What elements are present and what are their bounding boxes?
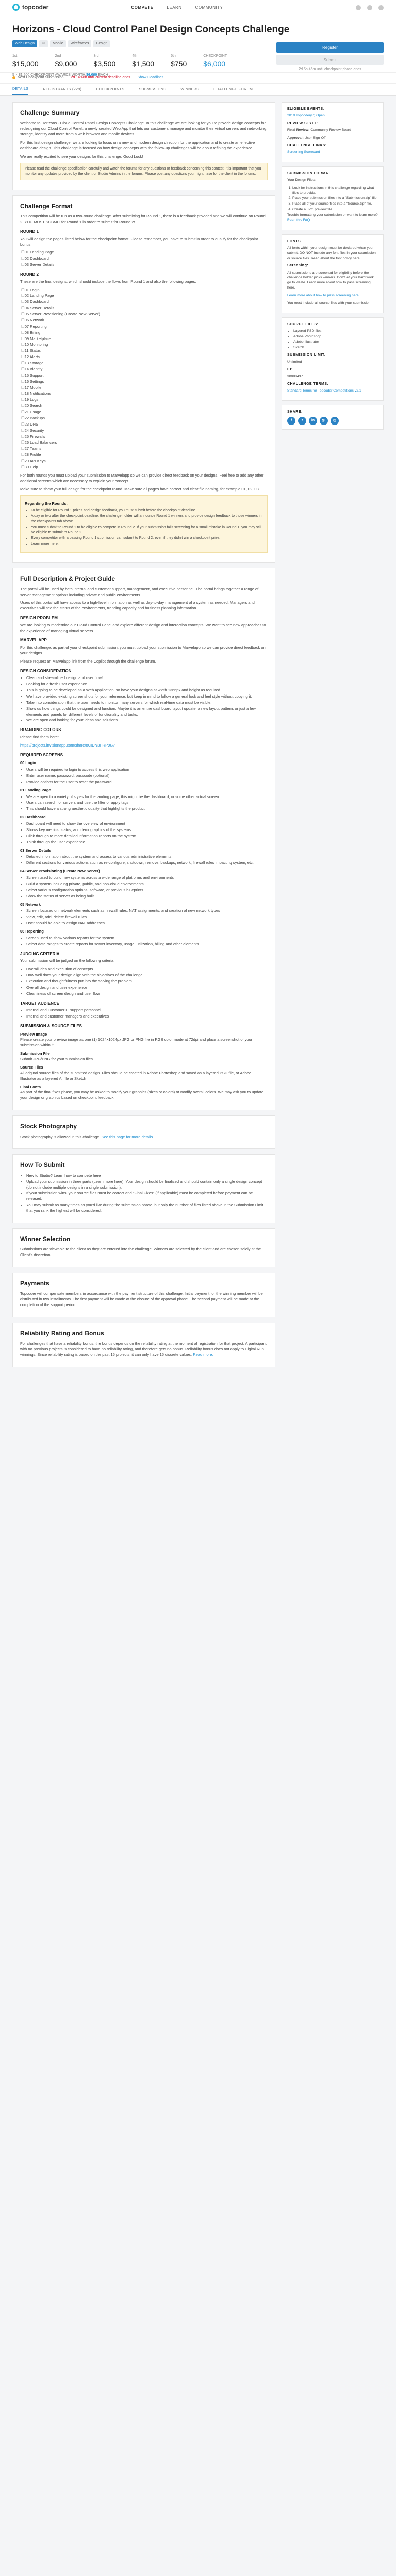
paragraph: Welcome to Horizons - Cloud Control Panel Design Concepts Challenge. In this challenge we are looking for you to provide design concepts for redesigning our Cloud Control Panel, a newly created Web App that lets our customers manage and monitor their virtual servers and networking, storage, identity and more from a web browser and mobile devices. <box>20 121 268 137</box>
screen-title: 02 Dashboard <box>20 815 46 820</box>
list-item: • This is going to be developed as a Web Application, so have your designs at width 1366px and height as required. <box>26 688 268 693</box>
section-heading: Stock Photography <box>20 1123 77 1130</box>
read-more-link[interactable]: Read more. <box>193 1352 213 1358</box>
sidebar-heading: FONTS <box>287 239 301 243</box>
list-item: • Internal and customer managers and executives <box>26 1014 268 1020</box>
list-item: ☐ 25 Firewalls <box>21 434 268 440</box>
summary-section <box>12 102 275 190</box>
list-item: • Execution and thoughtfulness put into the solving the problem <box>26 979 268 985</box>
paragraph <box>20 1341 268 1358</box>
notification-icon[interactable] <box>367 5 372 10</box>
tab-winners[interactable]: WINNERS <box>180 87 200 91</box>
prize-5th <box>171 54 187 69</box>
submit-button[interactable]: Submit <box>276 55 384 65</box>
list-item: • Upload your submission in three parts (Learn more here). Your design should be finalized and should contain only a single design concept (do not include multiple designs in a single submission). <box>26 1179 268 1191</box>
list-item: • Every competitor with a passing Round 1 submission can submit to Round 2, even if they didn't win a checkpoint prize. <box>31 536 263 541</box>
nav-link-learn[interactable]: LEARN <box>167 5 182 10</box>
sidebar-heading: REVIEW STYLE: <box>287 121 319 125</box>
sidebar-heading: SUBMISSION LIMIT: <box>287 353 326 358</box>
section-heading: How To Submit <box>20 1161 65 1169</box>
screening-link[interactable]: Learn more about how to pass screening here. <box>287 293 360 297</box>
list-item: • You must submit to Round 1 to be eligible to compete in Round 2. If your submission fails screening for a small mistake in Round 1, you may still be eligible to submit to Round 2. <box>31 525 263 535</box>
list-item: • Internal and Customer IT support personnel <box>26 1008 268 1013</box>
screen-title: 01 Landing Page <box>20 787 51 792</box>
challenge-id-value: 30088437 <box>287 375 303 379</box>
submission-format-list <box>292 185 378 212</box>
list-item: ☐ 27 Teams <box>21 446 268 452</box>
paragraph: Users of this portal will have access to a high-level information as well as day-to-day management of a system as needed. Managers and executives will see the status of the environments, trending capacity and business planning information. <box>20 600 255 611</box>
nav-link-compete[interactable]: COMPETE <box>131 5 154 10</box>
source-files-list <box>293 329 378 350</box>
list-item: • We are open to a variety of styles for the landing page, this might be the dashboard, or some other actual screen. <box>26 794 268 800</box>
faq-link[interactable]: Read this FAQ. <box>287 218 311 222</box>
list-item: ☐ 20 Search <box>21 403 268 409</box>
paragraph: Please find them here: <box>20 734 59 739</box>
prize-label: 1st <box>12 54 18 58</box>
list-item: 3. Place all of your source files into a "Source.zip" file. <box>292 201 378 207</box>
list-item: ☐ 14 Identity <box>21 367 268 372</box>
screen-requirements <box>26 854 268 866</box>
section-heading: Reliability Rating and Bonus <box>20 1330 104 1337</box>
sidebar <box>282 102 384 1372</box>
final-fonts-title: Final Fonts <box>20 1084 41 1089</box>
subheading: DESIGN PROBLEM <box>20 616 58 621</box>
list-item: • Screen focused on network elements such as firewall rules, NAT assignments, and creation of new network types <box>26 908 268 914</box>
list-item: 1. Look for instructions in this challenge regarding what files to provide. <box>292 185 378 196</box>
list-item: ☐ 03 Dashboard <box>21 299 268 305</box>
prize-4th <box>132 54 154 69</box>
list-item: • Screen used to build new systems across a wide range of platforms and environments <box>26 875 268 881</box>
subheading: JUDGING CRITERIA <box>20 951 60 956</box>
checkpoint-note-value: $6,000 <box>86 73 97 77</box>
prize-value: $6,000 <box>203 59 226 68</box>
list-item: • Select various configuration options, software, or previous blueprints <box>26 888 268 893</box>
paragraph: Submit JPG/PNG for your submission files. <box>20 1057 94 1061</box>
paragraph: For this first design challenge, we are looking to focus on a new and modern design direction for the application and to create an effective dashboard design. This challenge is focused on how design concepts with the follow-up challenges will be about refining the experience. <box>20 140 255 150</box>
sidebar-heading: Screening: <box>287 264 309 268</box>
list-item: ☐ 15 Support <box>21 373 268 379</box>
branding-link[interactable]: https://projects.invisionapp.com/share/8CIDN3HRP9G7 <box>20 742 116 748</box>
checkpoint-note <box>12 73 384 78</box>
list-item: • Looking for a fresh user experience. <box>26 682 268 687</box>
tag[interactable]: Mobile <box>50 40 66 47</box>
list-item: • Sketch <box>293 345 378 350</box>
section-heading: Payments <box>20 1280 50 1287</box>
list-item: • Users can search for servers and use the filter or apply tags. <box>26 800 268 806</box>
tab-registrants[interactable]: REGISTRANTS (229) <box>43 87 82 91</box>
checkpoint-note-prefix: 5 × $1,200 <box>12 73 30 77</box>
screen-title: 04 Server Provisioning (Create New Server) <box>20 869 100 874</box>
list-item: 2. Place your submission files into a "Submission.zip" file. <box>292 196 378 201</box>
paragraph: Please create your preview image as one (1) 1024x1024px JPG or PNG file in RGB color mode at 72dpi and place a screenshot of your submission within it. <box>20 1037 253 1048</box>
subheading: SUBMISSION & SOURCE FILES <box>20 1023 82 1028</box>
show-deadlines-link[interactable]: Show Deadlines <box>137 76 164 80</box>
challenge-header <box>0 15 396 77</box>
prize-value: $750 <box>171 59 187 68</box>
sidebar-text: Your Design Files: <box>287 178 316 182</box>
review-final-label: Final Review: <box>287 128 310 132</box>
nav-icons <box>356 5 384 10</box>
paragraph: The portal will be used by both internal and customer support, management, and executive personnel. The portal brings together a range of server management options including private and public environments. <box>20 586 259 597</box>
phase-value: 2d 14:46h until current deadline ends <box>71 76 130 80</box>
linkedin-icon[interactable]: in <box>309 417 317 425</box>
list-item: • How well does your design align with the objectives of the challenge <box>26 973 268 978</box>
screen-title: 06 Reporting <box>20 929 44 934</box>
list-item: • Click through to more detailed information reports on the system <box>26 834 268 839</box>
sidebar-heading: SHARE: <box>287 410 303 414</box>
audience-list <box>26 1008 268 1020</box>
phase-label: Next Checkpoint Submission <box>18 76 64 80</box>
sidebar-submission-format <box>282 166 384 230</box>
review-approval-value: User Sign-Off <box>304 135 326 140</box>
prize-value: $3,500 <box>93 59 116 68</box>
list-item: • Overall idea and execution of concepts <box>26 967 268 972</box>
list-item: • Screen used to show various reports for the system <box>26 936 268 941</box>
list-item: ☐ 01 Landing Page <box>21 250 268 256</box>
prize-label: 3rd <box>93 54 99 58</box>
sidebar-source-files <box>282 317 384 401</box>
review-approval <box>287 135 378 141</box>
screen-requirements <box>26 794 268 812</box>
section-heading: Challenge Format <box>20 202 73 210</box>
list-item: ☐ 17 Mobile <box>21 385 268 391</box>
trouble-text: Trouble formatting your submission or want to learn more? <box>287 213 378 217</box>
main-area <box>0 96 396 1372</box>
list-item: ☐ 09 Marketplace <box>21 336 268 342</box>
email-icon[interactable]: @ <box>331 417 339 425</box>
list-item: • We have provided existing screenshots for your reference, but keep in mind to follow a general look and feel style without copying it. <box>26 694 268 700</box>
list-item: • View, edit, add, delete firewall rules <box>26 914 268 920</box>
list-item: ☐ 29 API Keys <box>21 459 268 464</box>
sidebar-eligible-events <box>282 102 384 162</box>
reliability-text: For challenges that have a reliability bonus, the bonus depends on the reliability rating at the moment of registration for that project. A participant with no previous projects is considered to have no reliability rating, and therefore gets no bonus. Reliability bonus does not apply to Digital Run winnings. Since reliability rating is based on the past 15 projects, it can only have 15 discrete values. <box>20 1341 267 1358</box>
preview-title: Preview Image <box>20 1031 47 1037</box>
content-column <box>12 102 275 1372</box>
list-item: • Detailed information about the system and access to various administrative elements <box>26 854 268 860</box>
sidebar-text <box>287 213 378 223</box>
list-item: • Learn more here. <box>31 541 263 547</box>
list-item: ☐ 03 Server Details <box>21 262 268 268</box>
screen-requirements <box>26 936 268 947</box>
list-item: • Show the status of server as being built <box>26 894 268 900</box>
register-box <box>276 42 384 72</box>
tag[interactable]: Design <box>93 40 110 47</box>
sidebar-text: All fonts within your design must be declared when you submit. DO NOT include any font files in your submission or source files. Read about the font policy here. <box>287 246 376 260</box>
screen-title: 00 Login <box>20 760 36 766</box>
list-item: • You may submit as many times as you'd like during the submission phase, but only the number of files listed above in the Submission Limit that you rank the highest will be considered. <box>26 1202 268 1214</box>
subheading: DESIGN CONSIDERATION <box>20 668 72 673</box>
prize-3rd <box>93 54 116 69</box>
section-heading: Winner Selection <box>20 1235 71 1243</box>
sidebar-heading: ELIGIBLE EVENTS: <box>287 107 325 111</box>
list-item: • Shows key metrics, status, and demographics of the systems <box>26 827 268 833</box>
review-final-value: Community Review Board <box>310 128 351 132</box>
list-item: ☐ 28 Profile <box>21 452 268 458</box>
sidebar-heading: CHALLENGE LINKS: <box>287 143 327 147</box>
notice-text: Please read the challenge specification carefully and watch the forums for any questions or feedback concerning this contest. It is important that you monitor any updates provided by the client or Studio Admins in the forums. Please post any questions you might have for the client in the forums. <box>25 166 261 176</box>
paragraph: All original source files of the submitted design. Files should be created in Adobe Photoshop and saved as a layered PSD file, or Adobe Illustrator as a layered AI file or Sketch <box>20 1070 252 1081</box>
user-icon[interactable] <box>378 5 384 10</box>
review-final <box>287 128 378 133</box>
judging-list <box>26 967 268 996</box>
paragraph: As part of the final fixes phase, you may be asked to modify your graphics (sizes or colors) or modify overall colors. We may ask you to update your design or graphics based on checkpoint feedback. <box>20 1090 264 1100</box>
section-heading: Full Description & Project Guide <box>20 575 116 583</box>
paragraph: For this challenge, as part of your checkpoint submission, you must upload your submission to Marvelapp so we can provide direct feedback on your designs. <box>20 645 266 655</box>
logo-text: topcoder <box>22 3 49 11</box>
nav-links <box>131 5 223 11</box>
list-item: • Select date ranges to create reports for server inventory, usage, utilization, billing and other elements <box>26 942 268 947</box>
list-item: ☐ 26 Load Balancers <box>21 440 268 446</box>
sidebar-heading: ID: <box>287 368 293 372</box>
reliability-section <box>12 1323 275 1367</box>
list-item: • Adobe Photoshop <box>293 334 378 340</box>
sidebar-fonts <box>282 234 384 313</box>
sidebar-share <box>282 405 384 430</box>
submission-limit-value: Unlimited <box>287 360 302 364</box>
paragraph: Make sure to show your full design for the checkpoint round. Make sure all pages have correct and clear file naming, for example 01, 02, 03. <box>20 486 260 492</box>
sidebar-text: All submissions are screened for eligibility before the challenge holder picks winners. Don't let your hard work go to waste. Learn more about how to pass screening here. <box>287 270 374 290</box>
screen-title: 05 Network <box>20 902 41 907</box>
winner-selection-section <box>12 1228 275 1267</box>
round-1-list <box>26 250 268 268</box>
tab-checkpoints[interactable]: CHECKPOINTS <box>96 87 125 91</box>
list-item: • New to Studio? Learn how to compete here <box>26 1173 268 1179</box>
prize-value: $15,000 <box>12 59 39 68</box>
stock-link[interactable]: See this page for more details. <box>101 1134 154 1139</box>
list-item: • To be eligible for Round 1 prizes and design feedback, you must submit before the checkpoint deadline. <box>31 508 263 513</box>
logo[interactable] <box>12 3 48 12</box>
sidebar-heading: SUBMISSION FORMAT <box>287 171 331 175</box>
page-title: Horizons - Cloud Control Panel Design Concepts Challenge <box>12 24 290 35</box>
consideration-list <box>26 675 268 723</box>
how-to-submit-section <box>12 1154 275 1223</box>
checkpoint-note-text: CHECKPOINT AWARDS WORTH <box>30 73 86 77</box>
subheading: MARVEL APP <box>20 638 47 643</box>
paragraph: You will design the pages listed below for the checkpoint format. Please remember, you have to submit in order to qualify for the checkpoint bonus. <box>20 236 258 247</box>
stock-photography-section <box>12 1115 275 1149</box>
sidebar-text: You must include all source files with your submission. <box>287 301 372 305</box>
list-item: • Clean and streamlined design and user flow! <box>26 675 268 681</box>
list-item: ☐ 30 Help <box>21 465 268 470</box>
list-item: • We are open and looking for your ideas and solutions. <box>26 718 268 723</box>
list-item: • Take into consideration that the user needs to monitor many servers for which real-time data must be visible. <box>26 700 268 706</box>
list-item: ☐ 06 Network <box>21 318 268 324</box>
prize-label: 5th <box>171 54 176 58</box>
required-screens <box>20 760 268 947</box>
list-item: • Overall design and user experience <box>26 985 268 991</box>
checkpoint-note-suffix: EACH <box>98 73 108 77</box>
round-2-title: ROUND 2 <box>20 272 39 277</box>
list-item: ☐ 01 Login <box>21 287 268 293</box>
paragraph: For both rounds you must upload your submission to Marvelapp so we can provide direct feedback on your designs. Feel free to add any other additional screens which are necessary to explain your concept. <box>20 472 264 483</box>
round-2-list <box>26 287 268 470</box>
list-item: • Enter user name, password, passcode (optional) <box>26 773 268 779</box>
eligible-event-link[interactable]: 2019 Topcoder(R) Open <box>287 114 325 118</box>
challenge-tabs <box>0 83 396 96</box>
list-item: ☐ 22 Backups <box>21 416 268 421</box>
tag[interactable]: UI <box>39 40 48 47</box>
tab-challenge-forum[interactable]: CHALLENGE FORUM <box>213 87 253 91</box>
stock-text: Stock photography is allowed in this challenge. <box>20 1134 101 1139</box>
list-item: ☐ 02 Dashboard <box>21 256 268 262</box>
prize-label: CHECKPOINT <box>203 54 227 58</box>
full-description-section <box>12 568 275 1110</box>
top-nav <box>0 0 396 15</box>
list-item: • User should be able to assign NAT addresses <box>26 921 268 926</box>
facebook-icon[interactable]: f <box>287 417 295 425</box>
prize-value: $9,000 <box>55 59 77 68</box>
sidebar-heading: CHALLENGE TERMS: <box>287 382 329 386</box>
paragraph: This competition will be run as a two-round challenge. After submitting for Round 1, there is a feedback provided and we will continue on Round 2. YOU MUST SUBMIT for Round 1 in order to submit for Round 2! <box>20 214 266 225</box>
twitter-icon[interactable]: t <box>298 417 306 425</box>
screen-requirements <box>26 908 268 926</box>
list-item: • This should have a strong aesthetic quality that highlights the product <box>26 806 268 812</box>
list-item: 4. Create a JPG preview file. <box>292 207 378 212</box>
round-1-title: ROUND 1 <box>20 229 39 234</box>
list-item: • Provide options for the user to reset the password <box>26 779 268 785</box>
rounds-warning <box>20 495 268 553</box>
list-item: ☐ 02 Landing Page <box>21 293 268 299</box>
list-item: ☐ 05 Server Provisioning (Create New Server) <box>21 312 268 317</box>
paragraph: Submissions are viewable to the client as they are entered into the challenge. Winners are selected by the client and are chosen solely at the Client's discretion. <box>20 1247 261 1258</box>
paragraph <box>20 1134 268 1140</box>
list-item: ☐ 24 Security <box>21 428 268 434</box>
forum-notice <box>20 163 268 180</box>
screening-scorecard-link[interactable]: Screening Scorecard <box>287 150 320 154</box>
tab-details[interactable]: DETAILS <box>12 84 28 95</box>
nav-link-community[interactable]: COMMUNITY <box>195 5 223 10</box>
review-approval-label: Approval: <box>287 135 304 140</box>
format-section <box>12 195 275 563</box>
tag[interactable]: Web Design <box>12 40 37 47</box>
google-plus-icon[interactable]: g+ <box>320 417 328 425</box>
how-to-submit-list <box>26 1173 268 1214</box>
list-item: • If your submission wins, your source files must be correct and "Final Fixes" (if applicable) must be completed before payment can be released. <box>26 1191 268 1202</box>
list-item: ☐ 11 Status <box>21 348 268 354</box>
list-item: • Cleanliness of screen design and user flow <box>26 991 268 997</box>
paragraph: These are the final designs, which should include the flows from Round 1 and also the following pages. <box>20 279 196 284</box>
subheading: TARGET AUDIENCE <box>20 1001 59 1006</box>
list-item: • Think through the user experience <box>26 840 268 845</box>
register-button[interactable]: Register <box>276 42 384 53</box>
subheading: REQUIRED SCREENS <box>20 752 63 757</box>
list-item: ☐ 18 Notifications <box>21 391 268 397</box>
prize-checkpoint <box>203 54 227 69</box>
list-item: ☐ 10 Monitoring <box>21 342 268 348</box>
list-item: • Adobe Illustrator <box>293 340 378 345</box>
screen-title: 03 Server Details <box>20 848 52 853</box>
screen-requirements <box>26 767 268 785</box>
section-heading: Challenge Summary <box>20 109 80 116</box>
prize-label: 4th <box>132 54 137 58</box>
list-item: ☐ 23 DNS <box>21 422 268 428</box>
list-item: ☐ 12 Alerts <box>21 354 268 360</box>
list-item: ☐ 16 Settings <box>21 379 268 385</box>
list-item: • Show us how things could be designed and function. Maybe it is an entire dashboard layout update, a new layout pattern, or just a few elements and panels for different levels of functionality and tasks. <box>26 706 268 718</box>
paragraph: Please request an Marvelapp link from the Copilot through the challenge forum. <box>20 658 156 664</box>
paragraph: We are looking to modernize our Cloud Control Panel and explore different design and interaction concepts. We want to see new approaches to the experience of managing virtual servers. <box>20 622 266 633</box>
payments-section <box>12 1273 275 1317</box>
screen-requirements <box>26 821 268 845</box>
list-item: ☐ 08 Billing <box>21 330 268 336</box>
warning-list <box>31 508 263 547</box>
paragraph: We are really excited to see your designs for this challenge. Good Luck! <box>20 154 143 159</box>
prize-label: 2nd <box>55 54 61 58</box>
prize-value: $1,500 <box>132 59 155 68</box>
list-item: • Build a system including private, public, and non-cloud environments <box>26 882 268 887</box>
subheading: BRANDING COLORS <box>20 727 61 733</box>
list-item: • Different sections for various actions such as re-configure, shutdown, remove, backups, network, firewall rules impacting system, etc. <box>26 860 268 866</box>
terms-link[interactable]: Standard Terms for Topcoder Competitions v2.1 <box>287 389 361 393</box>
countdown: 2d 5h 46m until checkpoint phase ends <box>299 67 361 71</box>
list-item: • Users will be required to login to access this web application <box>26 767 268 773</box>
prize-2nd <box>55 54 77 69</box>
sidebar-heading: SOURCE FILES: <box>287 322 319 326</box>
tab-submissions[interactable]: SUBMISSIONS <box>139 87 167 91</box>
warning-title: Regarding the Rounds: <box>25 501 68 506</box>
prize-1st <box>12 54 39 69</box>
list-item: ☐ 19 Logs <box>21 397 268 403</box>
social-buttons <box>287 417 378 425</box>
source-files-title: Source Files <box>20 1064 43 1070</box>
list-item: ☐ 04 Server Details <box>21 306 268 311</box>
list-item: ☐ 13 Storage <box>21 361 268 366</box>
search-icon[interactable] <box>356 5 361 10</box>
paragraph: Your submission will be judged on the following criteria: <box>20 958 115 963</box>
list-item: • Dashboard will need to show the overview of environment <box>26 821 268 827</box>
logo-icon <box>12 4 20 11</box>
screen-requirements <box>26 875 268 900</box>
list-item: ☐ 07 Reporting <box>21 324 268 330</box>
list-item: ☐ 21 Usage <box>21 410 268 415</box>
tag[interactable]: Wireframes <box>68 40 92 47</box>
submission-file-title: Submission File <box>20 1051 50 1056</box>
paragraph: Topcoder will compensate members in accordance with the payment structure of this challenge. Initial payment for the winning member will be distributed in two installments. The first payment will be made at the closure of the approval phase. The second payment will be made at the completion of the support period. <box>20 1291 263 1308</box>
list-item: • A day or two after the checkpoint deadline, the challenge holder will announce Round 1 winners and provide design feedback to those winners in the checkpoints tab above. <box>31 514 263 524</box>
list-item: • Layered PSD files <box>293 329 378 334</box>
